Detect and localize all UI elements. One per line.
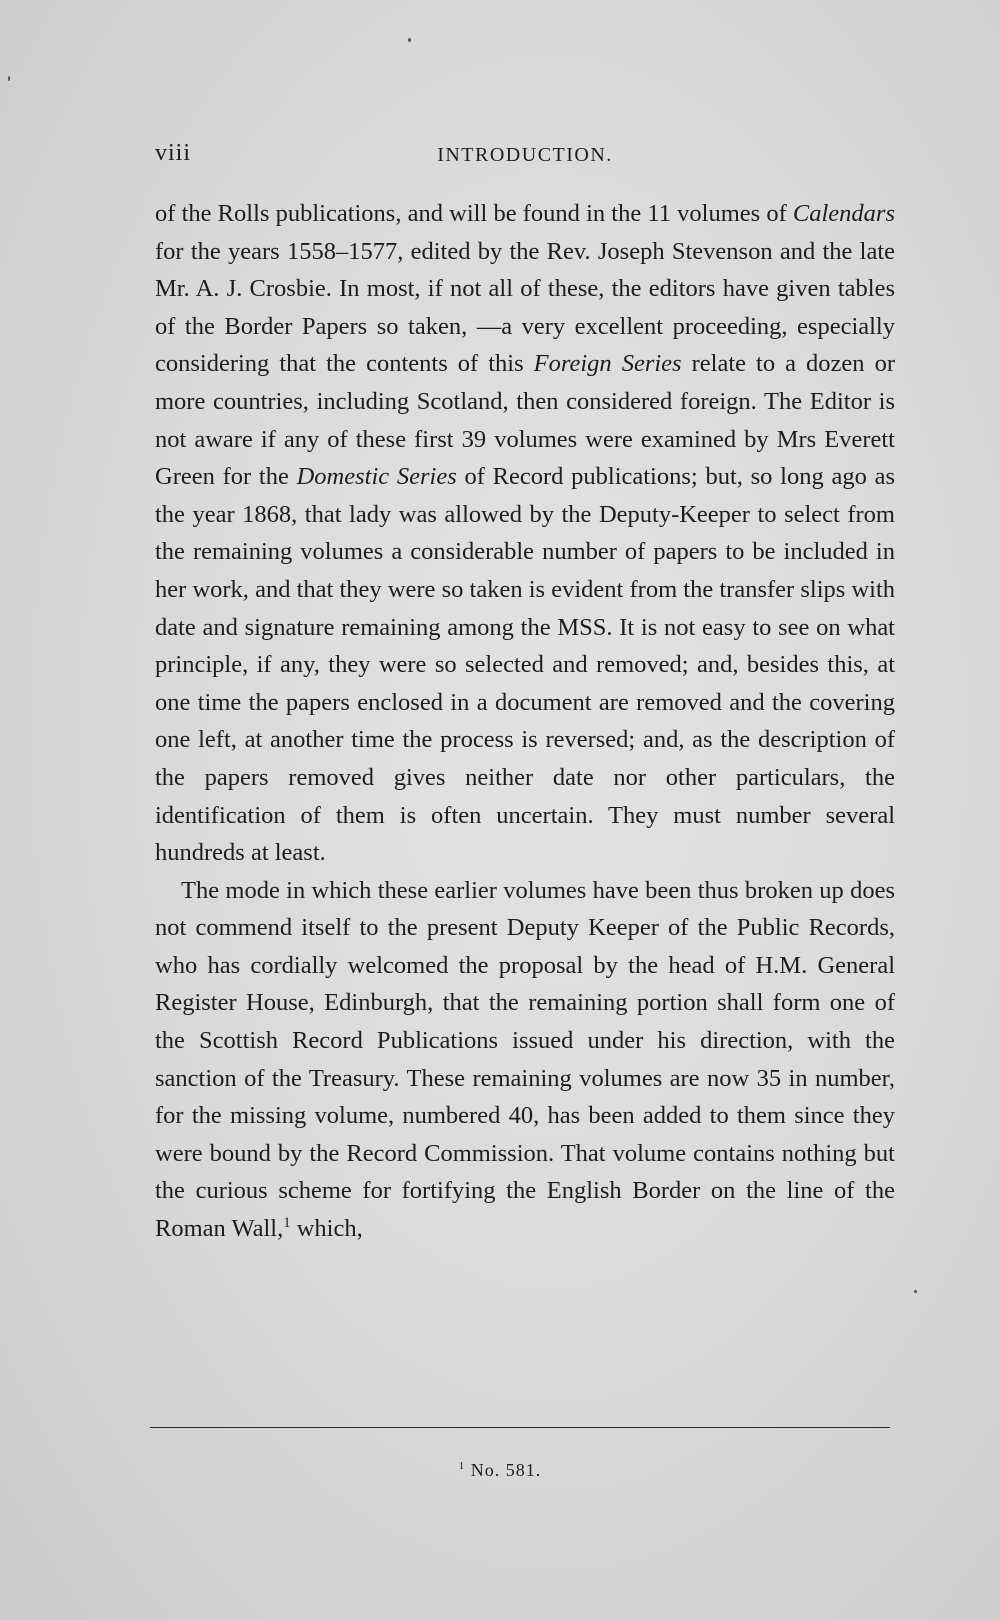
italic-title: Domestic Series: [296, 463, 457, 491]
paper-speck: [8, 76, 10, 81]
footnote-marker: 1: [458, 1460, 466, 1472]
italic-title: Calendars: [792, 200, 895, 227]
text-run: of the Rolls publications, and will be found in the 11 volumes of: [155, 200, 793, 227]
page-header: [155, 140, 895, 170]
page-number: viii: [155, 140, 192, 166]
text-run: relate to a dozen or more countries, including Scotland, then considered foreign. The Editor is not aware if any of these first 39 volumes were examined by Mrs Everett Green for the: [155, 350, 895, 491]
paragraph: [155, 195, 895, 872]
paper-speck: [408, 38, 411, 42]
paragraph: [155, 872, 895, 1248]
paper-speck: [914, 1290, 917, 1293]
text-run: The mode in which these earlier volumes have been thus broken up does not commend itself to the present Deputy Keeper of the Public Records, who has cordially welcomed the proposal by the head of H.M. General Register House, Edinburgh, that the remaining portion shall form one of the Scottish Record Publications issued under his direction, with the sanction of the Treasury. These remaining volumes are now 35 in number, for the missing volume, numbered 40, has been added to them since they were bound by the Record Commission. That volume contains nothing but the curious scheme for fortifying the English Border on the line of the Roman Wall,: [155, 876, 895, 1243]
footnote-rule: [150, 1427, 890, 1428]
italic-title: Foreign Series: [533, 350, 682, 378]
footnote-text: No. 581.: [465, 1460, 542, 1480]
text-run: which,: [290, 1215, 363, 1243]
body-text: [155, 195, 895, 1248]
text-run: for the years 1558–1577, edited by the Rev. Joseph Stevenson and the late Mr. A. J. Crosbie. In most, if not all of these, the editors have given tables of the Border Papers so taken, —a very excellent proceeding, especially considering that the contents of this: [155, 237, 895, 378]
running-title: INTRODUCTION.: [437, 144, 613, 166]
footnote: [0, 1460, 1000, 1481]
text-run: of Record publications; but, so long ago as the year 1868, that lady was allowed by the Deputy-Keeper to select from the remaining volumes a considerable number of papers to be included in her work, and that they were so taken is evident from the transfer slips with date and signature remaining among the MSS. It is not easy to see on what principle, if any, they were so selected and removed; and, besides this, at one time the papers enclosed in a document are removed and the covering one left, at another time the process is reversed; and, as the description of the papers removed gives neither date nor other particulars, the identification of them is often uncertain. They must number several hundreds at least.: [155, 463, 895, 867]
footnote-reference: 1: [283, 1214, 291, 1231]
